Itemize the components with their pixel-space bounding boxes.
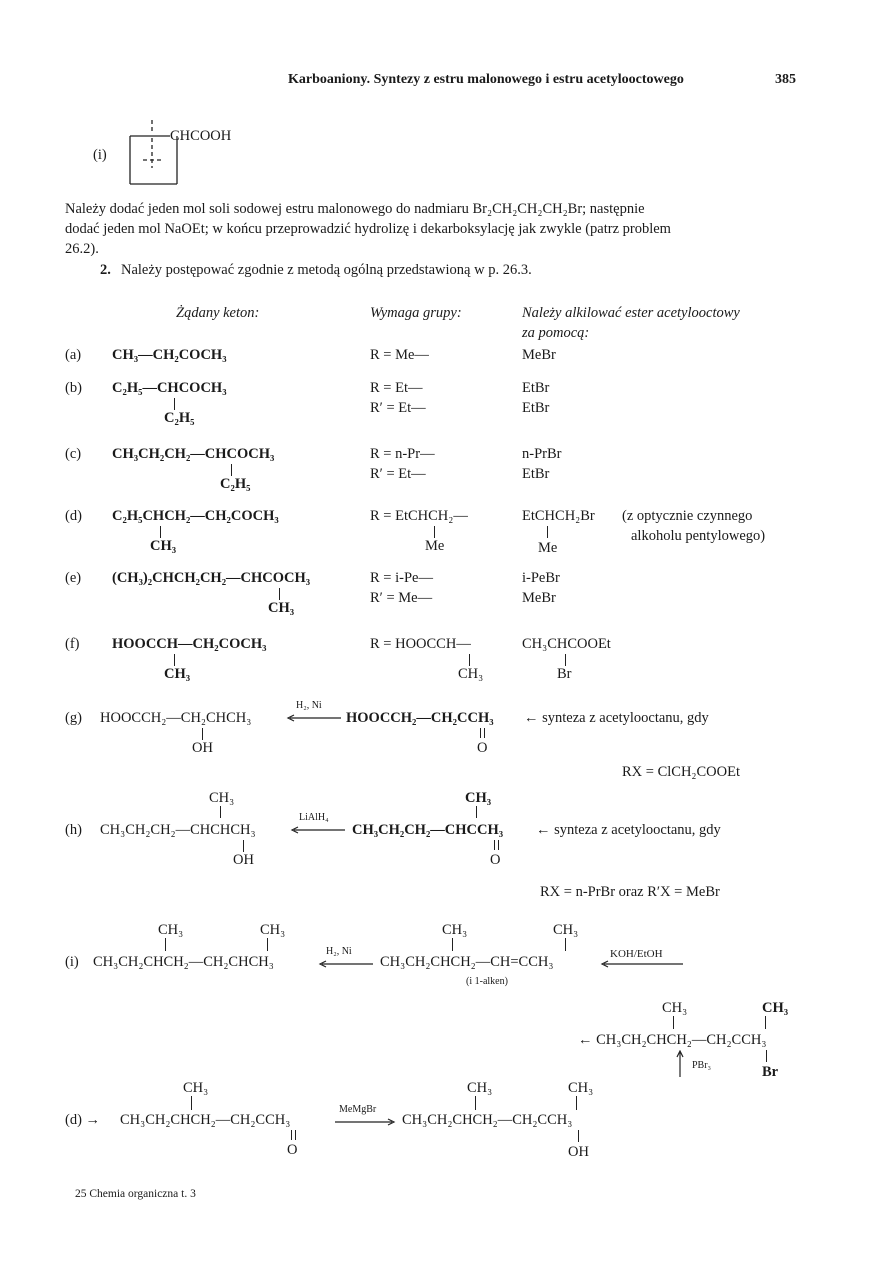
row-label: (c): [65, 446, 82, 462]
reaction-substrate: HOOCCH₂—CH₂CCH₃: [346, 710, 494, 726]
methyl-substituent: CH₃: [260, 922, 286, 938]
product-substituent: OH: [233, 852, 254, 868]
row-label: (i): [65, 954, 79, 970]
reagent: H₂, Ni: [296, 700, 322, 711]
column-header: Żądany keton:: [176, 305, 260, 321]
ketone-formula: HOOCCH—CH₂COCH₃: [112, 636, 267, 652]
methyl-substituent: CH₃: [553, 922, 579, 938]
bromide-intermediate: ← CH₃CH₂CHCH₂—CH₂CCH₃: [578, 1032, 767, 1048]
methyl-substituent: CH₃: [662, 1000, 688, 1016]
reagent: KOH/EtOH: [610, 948, 663, 960]
carbonyl-oxygen: O: [287, 1142, 298, 1158]
reaction-substrate: CH₃CH₂CH₂—CHCCH₃: [352, 822, 504, 838]
row-label: (d) →: [65, 1112, 101, 1128]
required-group: R = n-Pr—: [370, 446, 435, 462]
required-group: R′ = Et—: [370, 400, 426, 416]
intermediate-note: (i 1-alken): [466, 976, 508, 987]
ketone-substituent: CH₃: [164, 666, 191, 682]
row-label: (d): [65, 508, 82, 524]
required-group: R′ = Et—: [370, 466, 426, 482]
methyl-substituent: CH₃: [183, 1080, 209, 1096]
alkylating-agent: MeBr: [522, 590, 556, 606]
reagent: PBr₃: [692, 1060, 712, 1071]
ketone-formula: C₂H₅—CHCOCH₃: [112, 380, 227, 396]
reaction-intermediate: CH₃CH₂CHCH₂—CH=CCH₃: [380, 954, 554, 970]
required-group: R = EtCHCH₂—: [370, 508, 468, 524]
column-header: za pomocą:: [522, 325, 590, 341]
alkylating-agent: MeBr: [522, 347, 556, 363]
reagent: H₂, Ni: [326, 946, 352, 957]
carbonyl-oxygen: O: [490, 852, 501, 868]
methyl-substituent: CH₃: [762, 1000, 789, 1016]
reaction-product: CH₃CH₂CHCH₂—CH₂CHCH₃: [93, 954, 274, 970]
hydroxyl-substituent: OH: [568, 1144, 589, 1160]
methyl-substituent: CH₃: [158, 922, 184, 938]
carbonyl-oxygen: O: [477, 740, 488, 756]
running-title: Karboaniony. Syntezy z estru malonowego i estru acetylooctowego: [288, 72, 684, 87]
reagent: LiAlH₄: [299, 812, 329, 823]
reaction-arrow-icon: [286, 714, 342, 722]
reaction-product: CH₃CH₂CH₂—CHCHCH₃: [100, 822, 256, 838]
column-header: Należy alkilować ester acetylooctowy: [522, 305, 740, 321]
alkylating-agent: EtBr: [522, 400, 550, 416]
required-group: R′ = Me—: [370, 590, 433, 606]
methyl-substituent: CH₃: [568, 1080, 594, 1096]
alkylating-agent: EtBr: [522, 466, 550, 482]
reaction-arrow-up-icon: [676, 1050, 686, 1078]
alkylating-agent: CH₃CHCOOEt: [522, 636, 611, 652]
ketone-intermediate: CH₃CH₂CHCH₂—CH₂CCH₃: [120, 1112, 291, 1128]
ketone-formula: C₂H₅CHCH₂—CH₂COCH₃: [112, 508, 279, 524]
page-number: 385: [775, 72, 796, 87]
alkylating-agent: i-PeBr: [522, 570, 560, 586]
cyclobutane-ring-icon: [128, 118, 188, 188]
item-label: (i): [93, 147, 107, 163]
paragraph-line: 26.2).: [65, 241, 99, 257]
required-group: R = Et—: [370, 380, 423, 396]
required-group: R = HOOCCH—: [370, 636, 471, 652]
row-label: (f): [65, 636, 80, 652]
product-substituent: OH: [192, 740, 213, 756]
paragraph-line: Należy dodać jeden mol soli sodowej estru malonowego do nadmiaru Br₂CH₂CH₂CH₂Br; następnie: [65, 201, 645, 217]
agent-note: alkoholu pentylowego): [631, 528, 766, 544]
row-label: (a): [65, 347, 82, 363]
rx-condition: RX = ClCH₂COOEt: [622, 764, 740, 780]
reaction-arrow-icon: [318, 960, 374, 968]
row-label: (e): [65, 570, 82, 586]
formula: CHCOOH: [170, 128, 232, 144]
ketone-substituent: CH₃: [150, 538, 177, 554]
synthesis-note: ← synteza z acetylooctanu, gdy: [536, 822, 721, 838]
synthesis-note: ← synteza z acetylooctanu, gdy: [524, 710, 709, 726]
group-substituent: CH₃: [458, 666, 484, 682]
row-label: (b): [65, 380, 82, 396]
reaction-product: HOOCCH₂—CH₂CHCH₃: [100, 710, 252, 726]
reagent: MeMgBr: [339, 1104, 377, 1115]
row-label: (h): [65, 822, 82, 838]
agent-note: (z optycznie czynnego: [622, 508, 753, 524]
ketone-substituent: C₂H₅: [164, 410, 195, 426]
reaction-arrow-icon: [600, 960, 684, 968]
row-label: (g): [65, 710, 82, 726]
alkylating-agent: n-PrBr: [522, 446, 562, 462]
agent-substituent: Br: [557, 666, 572, 682]
alkylating-agent: EtCHCH₂Br: [522, 508, 595, 524]
required-group: R = Me—: [370, 347, 429, 363]
ketone-formula: (CH₃)₂CHCH₂CH₂—CHCOCH₃: [112, 570, 311, 586]
group-substituent: Me: [425, 538, 445, 554]
agent-substituent: Me: [538, 540, 558, 556]
alkylating-agent: EtBr: [522, 380, 550, 396]
reaction-arrow-icon: [290, 826, 346, 834]
reaction-arrow-icon: [334, 1118, 396, 1126]
rx-condition: RX = n-PrBr oraz R′X = MeBr: [540, 884, 720, 900]
problem-number: 2.: [100, 262, 111, 278]
alcohol-product: CH₃CH₂CHCH₂—CH₂CCH₃: [402, 1112, 573, 1128]
paragraph-line: dodać jeden mol NaOEt; w końcu przeprowadzić hydrolizę i dekarboksylację jak zwykle (patrz problem: [65, 221, 671, 237]
column-header: Wymaga grupy:: [370, 305, 462, 321]
ketone-substituent: C₂H₅: [220, 476, 251, 492]
methyl-substituent: CH₃: [465, 790, 492, 806]
methyl-substituent: CH₃: [209, 790, 235, 806]
footer-signature: 25 Chemia organiczna t. 3: [75, 1188, 196, 1200]
methyl-substituent: CH₃: [442, 922, 468, 938]
methyl-substituent: CH₃: [467, 1080, 493, 1096]
bromine-substituent: Br: [762, 1064, 779, 1080]
ketone-formula: CH₃—CH₂COCH₃: [112, 347, 227, 363]
ketone-substituent: CH₃: [268, 600, 295, 616]
ketone-formula: CH₃CH₂CH₂—CHCOCH₃: [112, 446, 275, 462]
paragraph-line: Należy postępować zgodnie z metodą ogólną przedstawioną w p. 26.3.: [121, 262, 532, 278]
required-group: R = i-Pe—: [370, 570, 433, 586]
